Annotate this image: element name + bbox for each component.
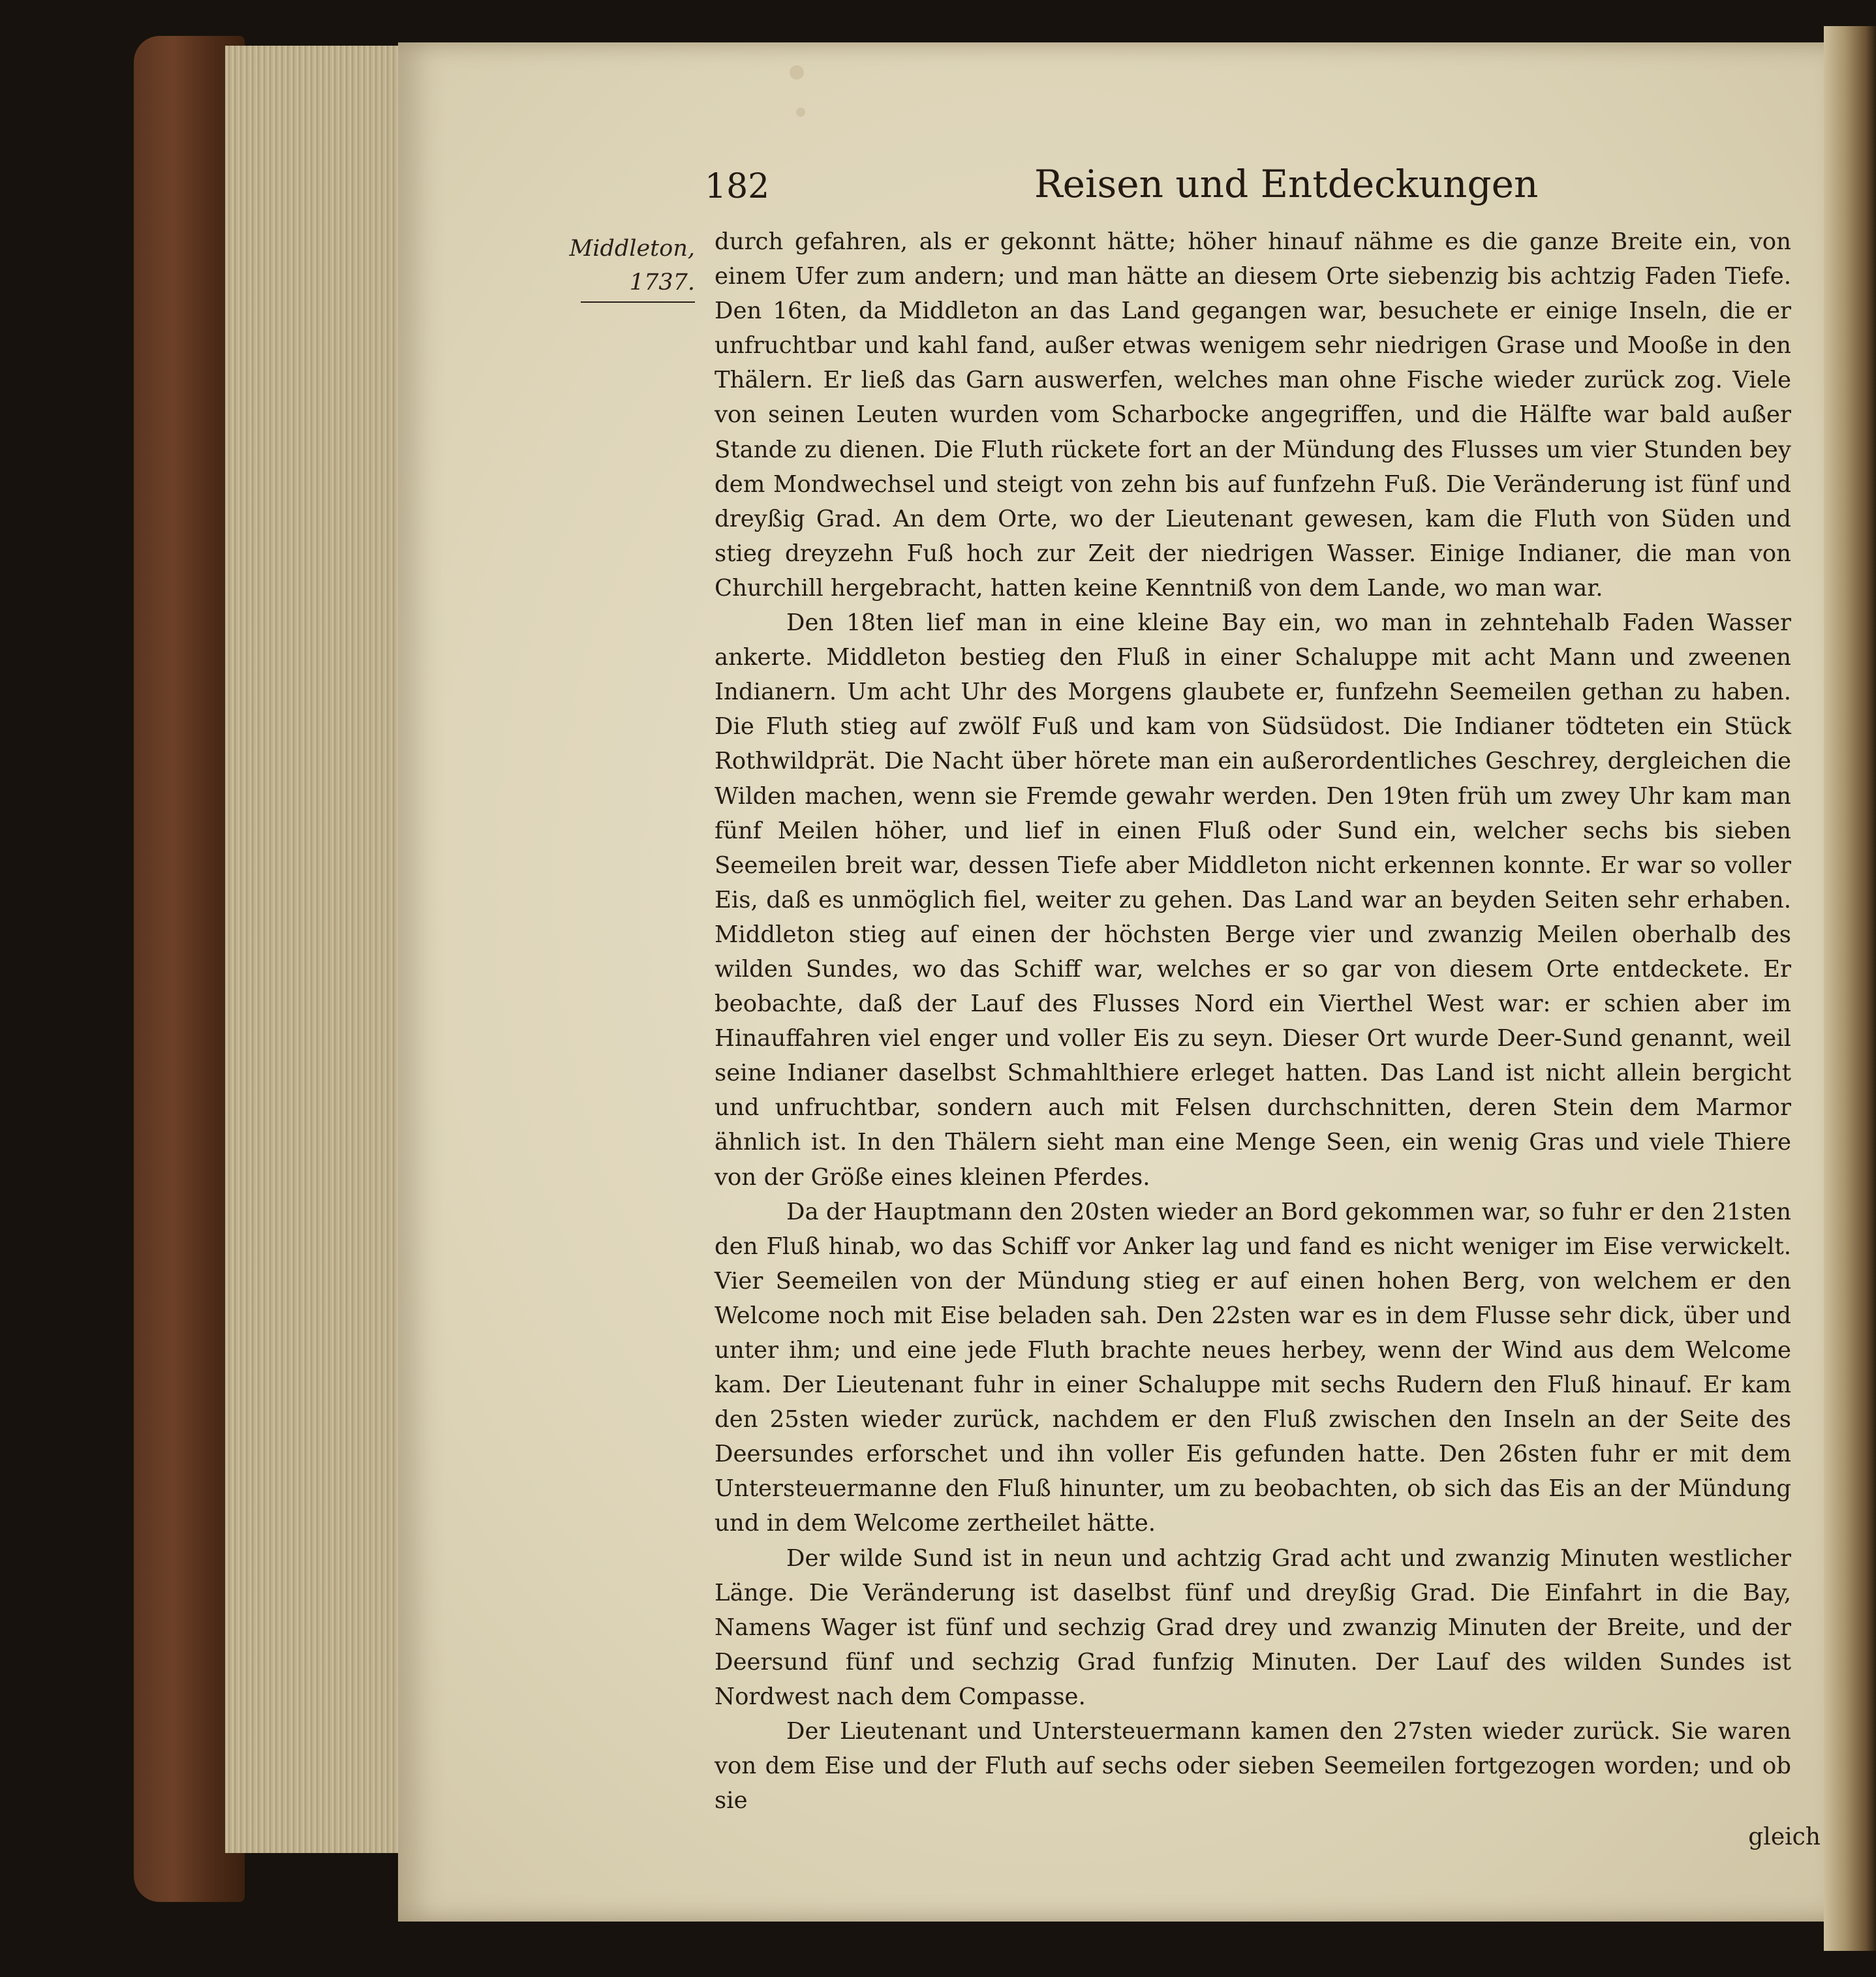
paragraph: Da der Hauptmann den 20sten wieder an Bord gekommen war, so fuhr er den 21sten den Fluß hinab, wo das Schiff vor Anker lag und fand es nicht weniger im Eise verwickelt. Vier Seemeilen von der Mündung stieg er auf einen hohen Berg, von welchem er den Welcome noch mit Eise beladen sah. Den 22sten war es in dem Flusse sehr dick, über und unter ihm; und eine jede Fluth brachte neues herbey, wenn der Wind aus dem Welcome kam. Der Lieutenant fuhr in einer Schaluppe mit sechs Rudern den Fluß hinauf. Er kam den 25sten wieder zurück, nachdem er den Fluß zwischen den Inseln an der Seite des Deersundes erforschet und ihn voller Eis gefunden hatte. Den 26sten fuhr er mit dem Untersteuermanne den Fluß hinunter, um zu beobachten, ob sich das Eis an der Mündung und in dem Welcome zertheilet hätte. — [715, 1198, 1791, 1537]
paragraph: Der Lieutenant und Untersteuermann kamen den 27sten wieder zurück. Sie waren von dem Eise und der Fluth auf sechs oder sieben Seemeilen fortgezogen worden; und ob sie — [715, 1718, 1791, 1815]
catchword: gleich — [1748, 1824, 1821, 1850]
page-number: 182 — [705, 167, 770, 206]
margin-note-name: Middleton, — [569, 236, 695, 262]
ink-spot — [790, 65, 804, 80]
margin-note-rule — [581, 301, 695, 303]
page-gutter — [1824, 26, 1876, 1951]
running-title: Reisen und Entdeckungen — [1034, 162, 1539, 206]
page-block-edges — [225, 46, 401, 1853]
margin-note-year: 1737. — [629, 269, 695, 296]
body-text — [715, 224, 1791, 1818]
margin-note — [561, 232, 695, 299]
ink-spot — [796, 108, 805, 117]
paragraph: Den 18ten lief man in eine kleine Bay ein, wo man in zehntehalb Faden Wasser ankerte. Middleton bestieg den Fluß in einer Schaluppe mit acht Mann und zweenen Indianern. Um acht Uhr des Morgens glaubete er, funfzehn Seemeilen gethan zu haben. Die Fluth stieg auf zwölf Fuß und kam von Südsüdost. Die Indianer tödteten ein Stück Rothwildprät. Die Nacht über hörete man ein außerordentliches Geschrey, dergleichen die Wilden machen, wenn sie Fremde gewahr werden. Den 19ten früh um zwey Uhr kam man fünf Meilen höher, und lief in einen Fluß oder Sund ein, welcher sechs bis sieben Seemeilen breit war, dessen Tiefe aber Middleton nicht erkennen konnte. Er war so voller Eis, daß es unmöglich fiel, weiter zu gehen. Das Land war an beyden Seiten sehr erhaben. Middleton stieg auf einen der höchsten Berge vier und zwanzig Meilen oberhalb des wilden Sundes, wo das Schiff war, welches er so gar von diesem Orte entdeckete. Er beobachte, daß der Lauf des Flusses Nord ein Vierthel West war: er schien aber im Hinauffahren viel enger und voller Eis zu seyn. Dieser Ort wurde Deer-Sund genannt, weil seine Indianer daselbst Schmahlthiere erleget hatten. Das Land ist nicht allein bergicht und unfruchtbar, sondern auch mit Felsen durchschnitten, deren Stein dem Marmor ähnlich ist. In den Thälern sieht man eine Menge Seen, ein wenig Gras und viele Thiere von der Größe eines kleinen Pferdes. — [715, 609, 1791, 1191]
paragraph: Der wilde Sund ist in neun und achtzig Grad acht und zwanzig Minuten westlicher Länge. Die Veränderung ist daselbst fünf und dreyßig Grad. Die Einfahrt in die Bay, Namens Wager ist fünf und sechzig Grad drey und zwanzig Minuten der Breite, und der Deersund fünf und sechzig Grad funfzig Minuten. Der Lauf des wilden Sundes ist Nordwest nach dem Compasse. — [715, 1544, 1791, 1710]
paragraph: durch gefahren, als er gekonnt hätte; höher hinauf nähme es die ganze Breite ein, von einem Ufer zum andern; und man hätte an diesem Orte siebenzig bis achtzig Faden Tiefe. Den 16ten, da Middleton an das Land gegangen war, besuchete er einige Inseln, die er unfruchtbar und kahl fand, außer etwas wenigem sehr niedrigen Grase und Mooße in den Thälern. Er ließ das Garn auswerfen, welches man ohne Fische wieder zurück zog. Viele von seinen Leuten wurden vom Scharbocke angegriffen, und die Hälfte war bald außer Stande zu dienen. Die Fluth rückete fort an der Mündung des Flusses um vier Stunden bey dem Mondwechsel und steigt von zehn bis auf funfzehn Fuß. Die Veränderung ist fünf und dreyßig Grad. An dem Orte, wo der Lieutenant gewesen, kam die Fluth von Süden und stieg dreyzehn Fuß hoch zur Zeit der niedrigen Wasser. Einige Indianer, die man von Churchill hergebracht, hatten keine Kenntniß von dem Lande, wo man war. — [715, 228, 1791, 602]
page-header — [705, 162, 1651, 214]
